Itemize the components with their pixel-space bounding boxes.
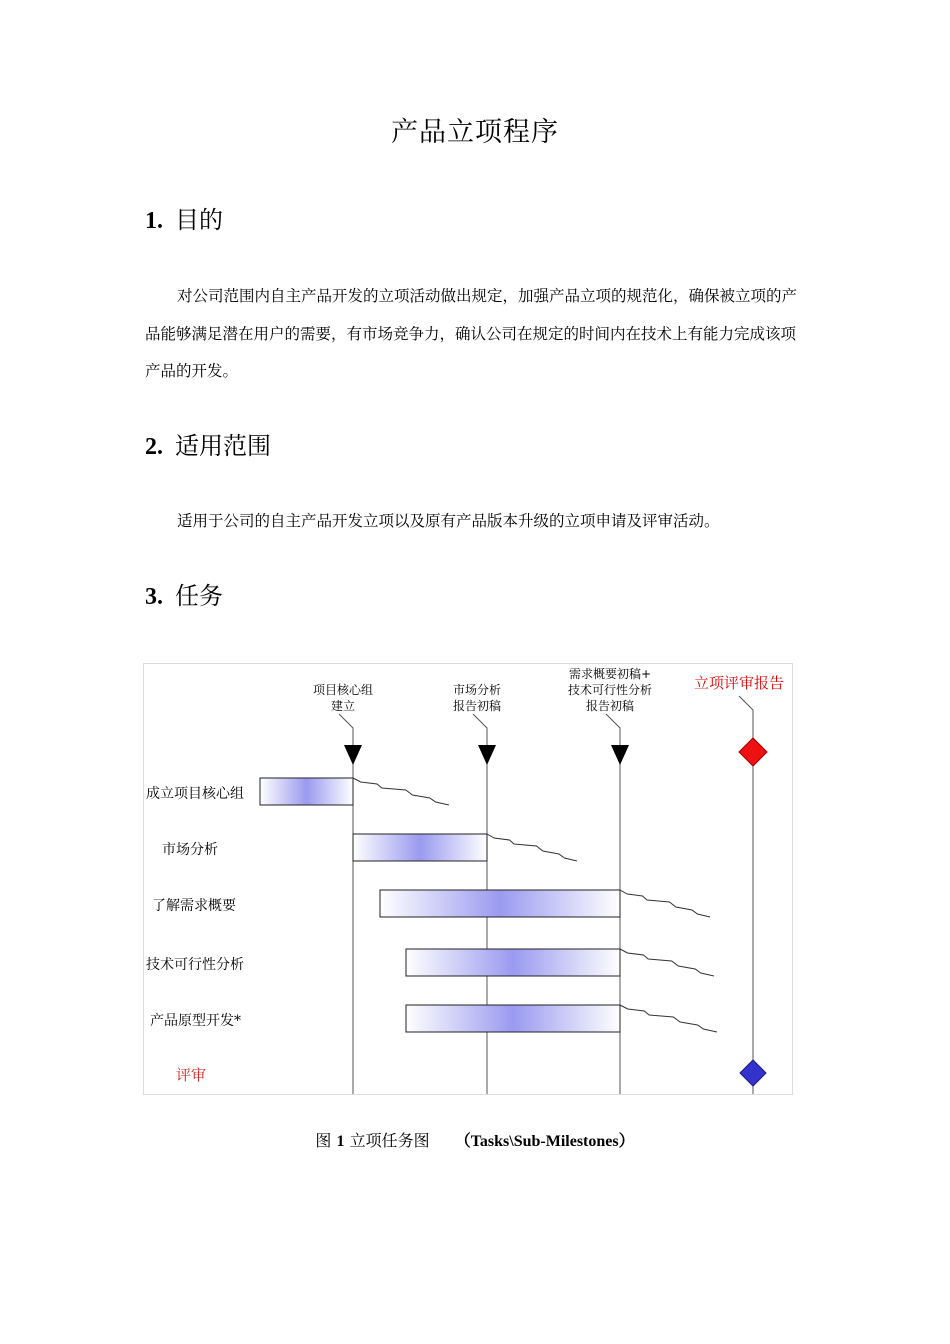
milestone-line xyxy=(339,714,353,1094)
task-slack-trail xyxy=(487,834,577,861)
task-slack-trail xyxy=(353,778,449,805)
review-end-diamond xyxy=(740,1060,766,1086)
page-title: 产品立项程序 xyxy=(391,117,559,148)
caption-prefix: 图 xyxy=(315,1131,332,1150)
task-bar xyxy=(380,890,620,917)
section-title: 任务 xyxy=(175,582,223,610)
review-start-diamond xyxy=(739,738,767,766)
caption-number: 1 xyxy=(336,1133,345,1150)
task-bar xyxy=(406,1005,620,1032)
milestone-label: 报告初稿 xyxy=(452,699,502,713)
task-label: 了解需求概要 xyxy=(152,898,236,914)
task-label-review: 评审 xyxy=(176,1066,207,1084)
milestone-marker-triangle xyxy=(478,745,496,765)
scope-paragraph: 适用于公司的自主产品开发立项以及原有产品版本升级的立项申请及评审活动。 xyxy=(177,512,720,530)
task-slack-trail xyxy=(620,949,714,976)
section-heading-scope xyxy=(145,426,271,461)
task-slack-trail xyxy=(620,1005,717,1032)
milestone-marker-triangle xyxy=(611,745,629,765)
section-title: 目的 xyxy=(175,206,223,234)
task-bar xyxy=(260,778,353,805)
section-number: 2. xyxy=(145,434,163,460)
task-diagram xyxy=(144,664,792,1094)
milestone-label: 需求概要初稿+ xyxy=(568,667,652,681)
task-slack-trail xyxy=(620,890,710,917)
milestone-label: 市场分析 xyxy=(452,683,502,697)
task-label: 市场分析 xyxy=(162,842,218,858)
milestone-label: 立项评审报告 xyxy=(693,674,785,692)
task-milestone-figure xyxy=(143,663,793,1095)
task-label: 产品原型开发* xyxy=(150,1013,241,1029)
task-label: 技术可行性分析 xyxy=(146,957,244,973)
milestone-marker-triangle xyxy=(344,745,362,765)
milestone-label: 项目核心组 xyxy=(312,683,374,697)
milestone-label: 报告初稿 xyxy=(585,699,635,713)
task-bar xyxy=(353,834,487,861)
section-number: 1. xyxy=(145,208,163,234)
section-heading-purpose xyxy=(145,200,223,235)
caption-text: 立项任务图 xyxy=(349,1131,430,1150)
task-bar xyxy=(406,949,620,976)
figure-caption xyxy=(0,1128,950,1151)
milestone-label: 建立 xyxy=(330,699,356,713)
caption-english: （Tasks\Sub-Milestones） xyxy=(454,1133,635,1150)
section-heading-tasks xyxy=(145,576,223,611)
purpose-paragraph: 对公司范围内自主产品开发的立项活动做出规定，加强产品立项的规范化，确保被立项的产品能够满足潜在用户的需要，有市场竞争力，确认公司在规定的时间内在技术上有能力完成该项产品的开发。 xyxy=(145,287,798,380)
section-title: 适用范围 xyxy=(175,432,271,460)
milestone-label: 技术可行性分析 xyxy=(567,683,653,697)
task-label: 成立项目核心组 xyxy=(146,786,244,802)
section-number: 3. xyxy=(145,584,163,610)
